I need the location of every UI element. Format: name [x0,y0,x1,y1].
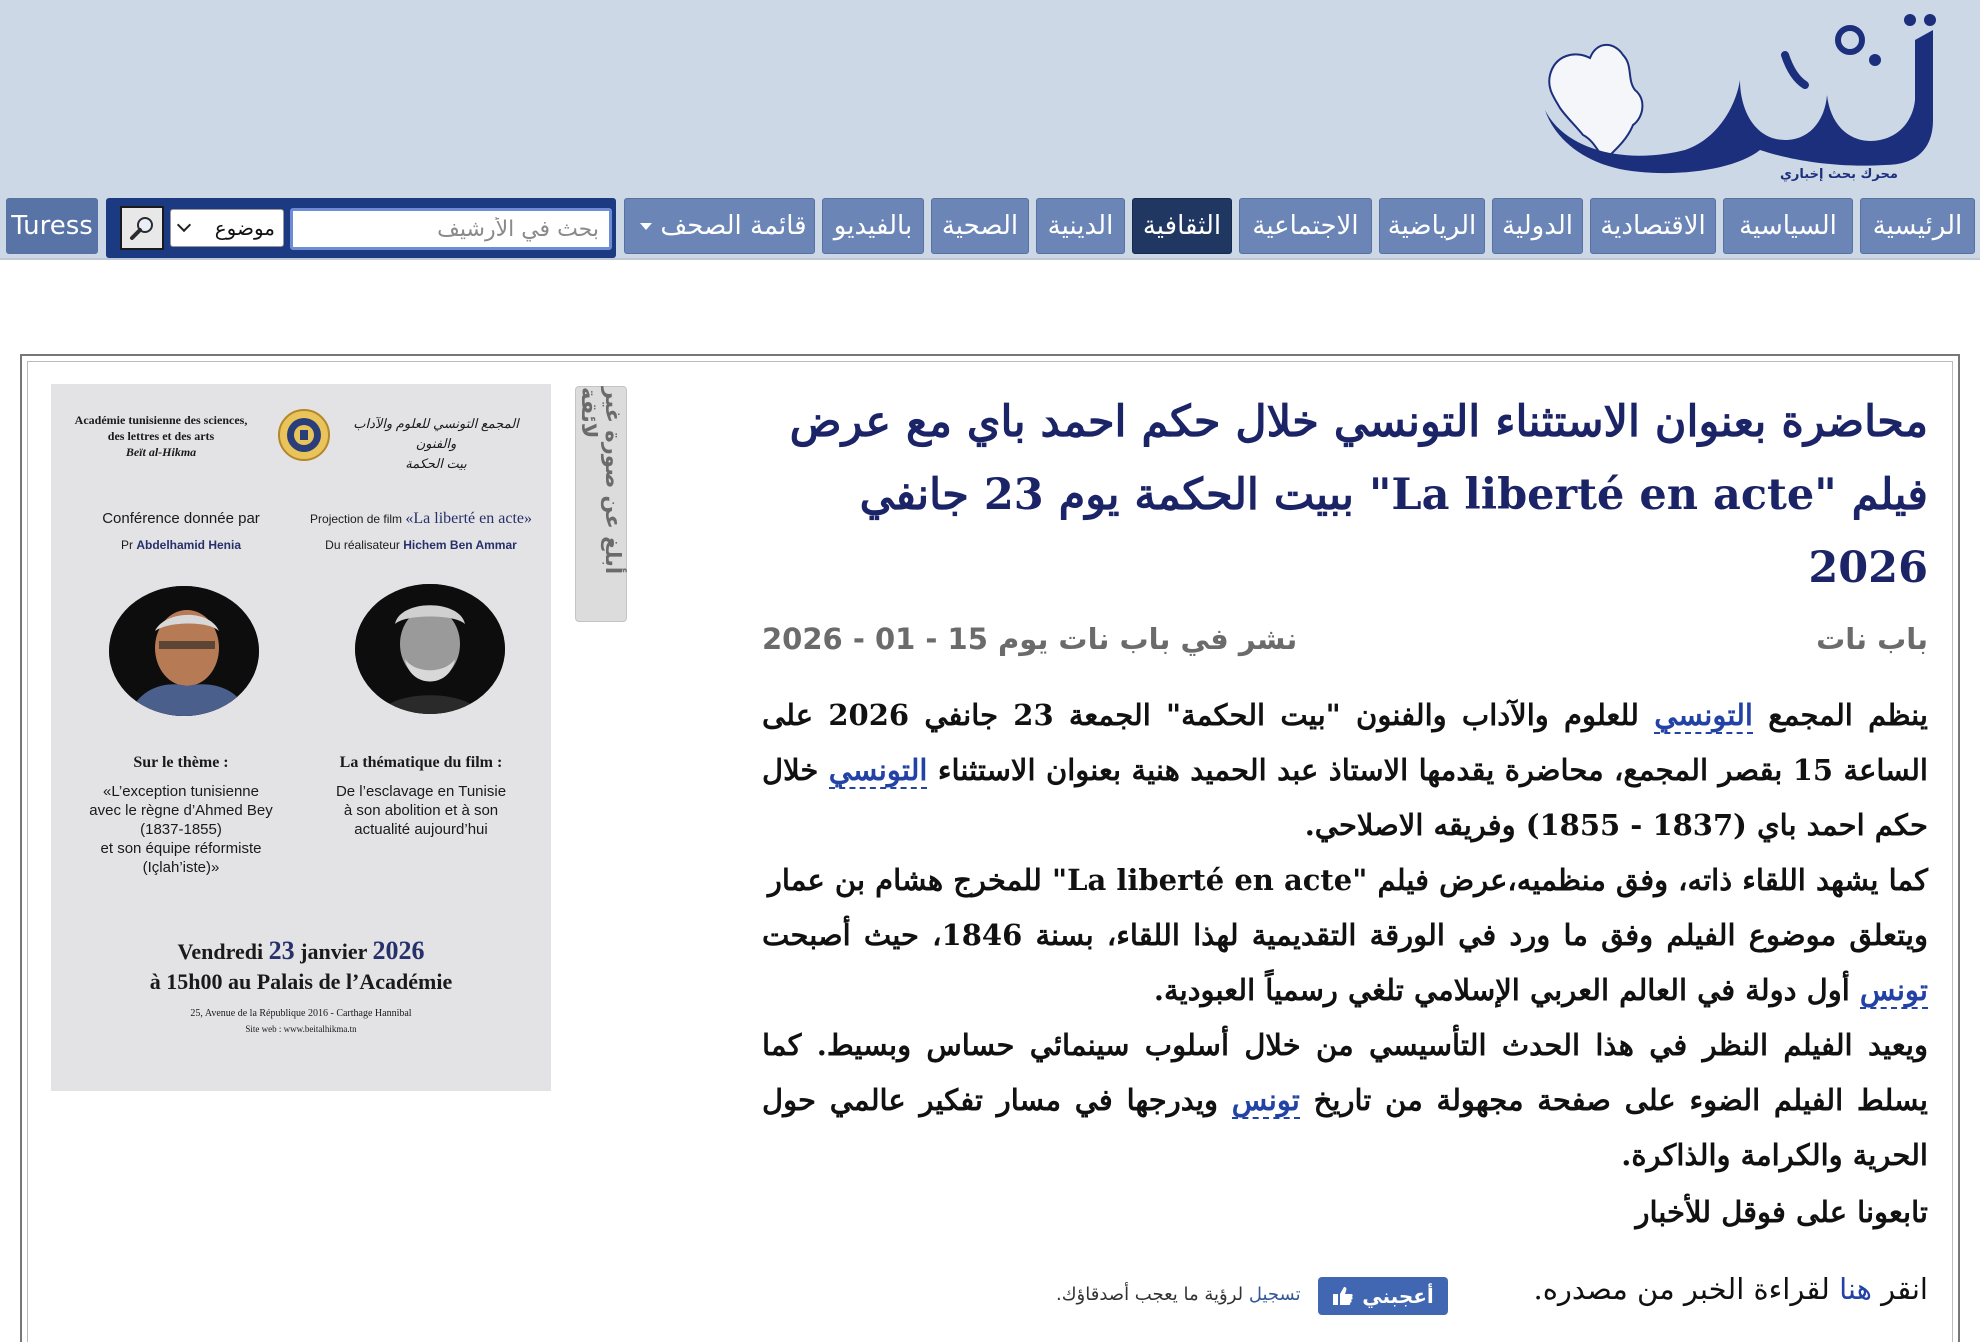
facebook-register-suffix: لرؤية ما يعجب أصدقاؤك. [1056,1284,1249,1305]
poster-left-heading: Conférence donnée par [102,510,260,527]
search-button[interactable] [120,206,164,250]
director-photo [355,584,505,714]
poster-right-theme-line1: De l’esclavage en Tunisie [335,783,507,800]
tab-religion[interactable]: الدينية [1036,198,1125,254]
dropdown-caret-icon [640,223,652,230]
source-line-after: لقراءة الخبر من مصدره. [1533,1272,1840,1306]
poster-right-name: Hichem Ben Ammar [403,538,517,552]
poster-left-theme-line4: et son équipe réformiste [100,840,262,857]
report-image-label: أبلغ عن صورة غير لائقة [577,387,625,575]
keyword-link[interactable]: تونس [1231,1083,1300,1117]
event-poster-image [51,384,551,1091]
source-link[interactable]: هنا [1839,1272,1872,1306]
brand-button[interactable]: Turess [6,198,98,254]
source-line [1534,1272,1928,1306]
poster-right-director [301,538,541,552]
poster-date-month: janvier [294,939,373,964]
poster-left-theme [61,782,301,877]
poster-right-film: «La liberté en acte» [405,510,532,527]
poster-academy-fr-line2: des lettres et des arts [107,429,215,443]
article-body [762,688,1928,1183]
poster-left-theme-line1: «L’exception tunisienne [103,783,259,800]
tab-home[interactable]: الرئيسية [1860,198,1975,254]
newspapers-menu[interactable] [624,198,815,254]
site-header [0,0,1980,196]
thumbs-up-icon [1332,1285,1354,1307]
speaker-photo [109,586,259,716]
poster-left-theme-line5: (Içlah’iste)» [142,859,220,876]
site-logo[interactable] [1535,0,1965,190]
poster-academy-ar-line1: المجمع التونسي للعلوم والآداب والفنون [353,416,519,451]
article-paragraph: ينظم المجمع التونسي للعلوم والآداب والفنون "بيت الحكمة" الجمعة 23 جانفي 2026 على الساعة 15 بقصر المجمع، محاضرة يقدمها الاستاذ عبد الحميد هنية بعنوان الاستثناء التونسي خلال حكم احمد باي (1837 - 1855) وفريقه الاصلاحي. [762,698,1929,842]
newspapers-menu-label: قائمة الصحف [660,211,807,241]
poster-left-theme-title: Sur le thème : [133,754,229,771]
search-bar [106,198,616,258]
search-scope-value: موضوع [214,216,275,240]
follow-google-news[interactable]: تابعونا على فوقل للأخبار [1635,1195,1928,1229]
keyword-link[interactable]: تونس [1859,973,1928,1007]
facebook-register-link[interactable]: تسجيل [1248,1284,1301,1305]
academy-emblem-icon [277,408,331,462]
poster-right-theme-title: La thématique du film : [339,754,503,771]
poster-address: 25, Avenue de la République 2016 - Carthage Hannibal [190,1008,412,1019]
poster-academy-fr-line3: Beït al-Hikma [125,445,197,459]
poster-right-theme-line3: actualité aujourd’hui [354,821,488,838]
source-line-before: انقر [1871,1272,1928,1306]
poster-left-name: Abdelhamid Henia [136,538,242,552]
poster-left-theme-line2: avec le règne d’Ahmed Bey [89,802,273,819]
article-paragraph: ويتعلق موضوع الفيلم وفق ما ورد في الورقة التقديمية لهذا اللقاء، بسنة 1846، حيث أصبحت تونس أول دولة في العالم العربي الإسلامي تلغي رسمياً العبودية. [762,918,1928,1007]
poster-academy-fr-line1: Académie tunisienne des sciences, [74,413,248,427]
main-nav [0,196,1980,260]
poster-academy-ar-line2: بيت الحكمة [405,456,467,471]
tab-international[interactable]: الدولية [1492,198,1583,254]
poster-right-theme-line2: à son abolition et à son [343,802,499,819]
chevron-down-icon [177,218,191,232]
facebook-like-button[interactable] [1318,1277,1448,1315]
poster-right-heading [301,510,541,528]
poster-time: à 15h00 au Palais de l’Académie [149,969,453,994]
tab-health[interactable]: الصحية [931,198,1029,254]
poster-right-heading-pre: Projection de film [310,512,406,526]
article-paragraph: كما يشهد اللقاء ذاته، وفق منظميه،عرض فيلم "La liberté en acte" للمخرج هشام بن عمار [767,863,1928,897]
poster-left-speaker [61,538,301,552]
search-input[interactable] [290,208,612,250]
poster-right-theme [301,782,541,839]
article-source-name[interactable]: باب نات [1816,622,1928,656]
facebook-like-label: أعجبني [1362,1284,1434,1308]
poster-academy-ar [341,414,531,474]
article-published-date: نشر في باب نات يوم 15 - 01 - 2026 [762,622,1298,656]
report-image-button[interactable] [575,386,627,622]
poster-date-year: 2026 [372,936,425,965]
logo-tagline: محرك بحث إخباري [1780,167,1898,182]
tab-economy[interactable]: الاقتصادية [1590,198,1716,254]
poster-left-pr: Pr [120,538,137,552]
tab-video[interactable]: بالفيديو [822,198,924,254]
article-title: محاضرة بعنوان الاستثناء التونسي خلال حكم احمد باي مع عرض فيلم "La liberté en acte" ببيت الحكمة يوم 23 جانفي 2026 [789,397,1928,593]
search-scope-select[interactable] [170,209,284,247]
poster-website: Site web : www.beitalhikma.tn [245,1024,357,1034]
poster-date-pre: Vendredi [177,939,269,964]
tab-sports[interactable]: الرياضية [1379,198,1485,254]
facebook-register-text [1056,1284,1301,1305]
article-paragraph: ويعيد الفيلم النظر في هذا الحدث التأسيسي من خلال أسلوب سينمائي حساس وبسيط. كما يسلط الفيلم الضوء على صفحة مجهولة من تاريخ تونس ويدرجها في مسار تفكير عالمي حول الحرية والكرامة والذاكرة. [762,1028,1928,1172]
logo-graphic [1535,0,1965,190]
poster-date-day: 23 [268,936,295,965]
search-icon [128,214,156,242]
keyword-link[interactable]: التونسي [828,753,928,787]
poster-left-theme-line3: (1837-1855) [140,821,222,838]
keyword-link[interactable]: التونسي [1654,698,1753,732]
tab-culture[interactable]: الثقافية [1132,198,1232,254]
poster-right-sub-pre: Du réalisateur [325,538,404,552]
tab-politics[interactable]: السياسية [1723,198,1853,254]
tab-social[interactable]: الاجتماعية [1239,198,1372,254]
poster-date [51,936,551,966]
poster-academy-fr [71,412,251,460]
